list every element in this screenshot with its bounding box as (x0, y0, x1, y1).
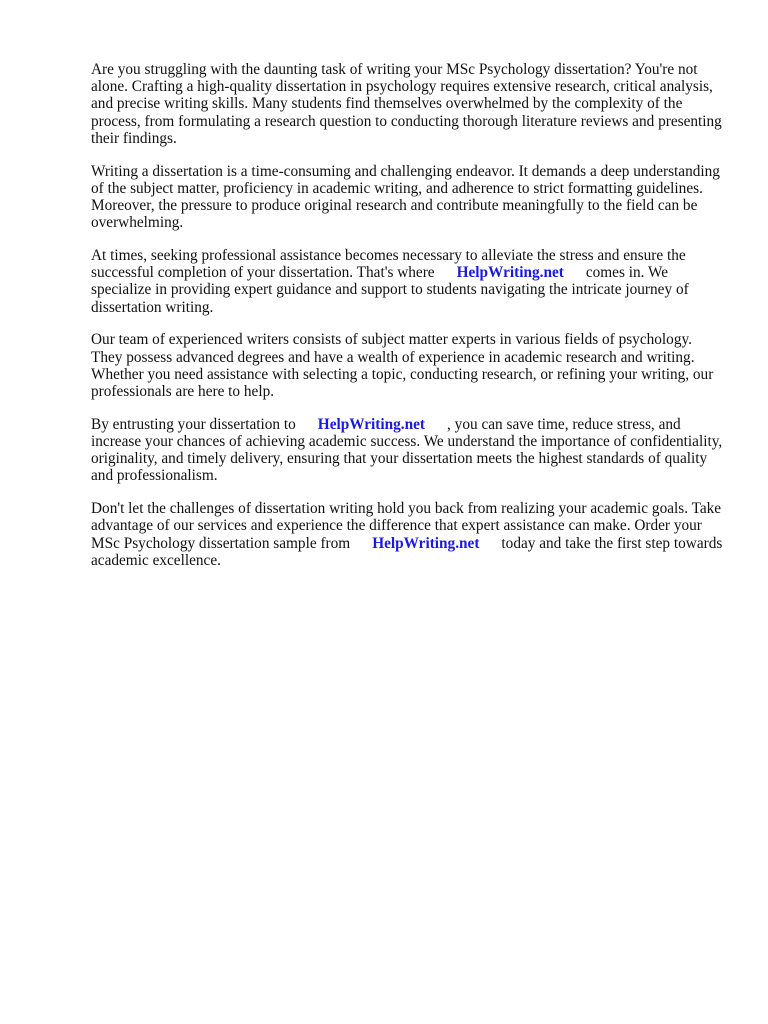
paragraph-entrusting (91, 416, 723, 485)
paragraph-call-to-action (91, 500, 723, 569)
helpwriting-link[interactable]: HelpWriting.net (456, 264, 564, 282)
paragraph-team: Our team of experienced writers consists of subject matter experts in various fields of psychology. They possess advanced degrees and have a wealth of experience in academic research and writing. Whether you need assistance with selecting a topic, conducting research, or refining your writing, our professionals are here to help. (91, 331, 714, 401)
paragraph-text: By entrusting your dissertation to (91, 415, 296, 433)
helpwriting-link[interactable]: HelpWriting.net (372, 534, 480, 552)
helpwriting-link[interactable]: HelpWriting.net (317, 415, 426, 433)
paragraph-intro: Are you struggling with the daunting task of writing your MSc Psychology dissertation? You're not alone. Crafting a high-quality dissertation in psychology requires extensive research, critical analysis, and precise writing skills. Many students find themselves overwhelmed by the complexity of the process, from formulating a research question to conducting thorough literature reviews and presenting their findings. (91, 61, 722, 147)
paragraph-text: , you can save time, reduce stress, and increase your chances of achieving academic success. We understand the importance of confidentiality, originality, and timely delivery, ensuring that your dissertation meets the highest standards of quality and professionalism. (91, 415, 723, 485)
paragraph-text: comes in. We specialize in providing expert guidance and support to students navigating the intricate journey of dissertation writing. (91, 264, 689, 316)
paragraph-assistance (91, 247, 723, 316)
paragraph-challenges: Writing a dissertation is a time-consuming and challenging endeavor. It demands a deep understanding of the subject matter, proficiency in academic writing, and adherence to strict formatting guidelines. Moreover, the pressure to produce original research and contribute meaningfully to the field can be overwhelming. (91, 162, 720, 232)
paragraph-text: At times, seeking professional assistance becomes necessary to alleviate the stress and ensure the successful completion of your dissertation. That's where (91, 247, 686, 282)
paragraph-text: Don't let the challenges of dissertation writing hold you back from realizing your academic goals. Take advantage of our services and experience the difference that expert assistance can make. Order your MSc Psychology dissertation sample from (91, 500, 722, 552)
document-page (91, 61, 723, 585)
paragraph-text: today and take the first step towards academic excellence. (91, 534, 723, 569)
